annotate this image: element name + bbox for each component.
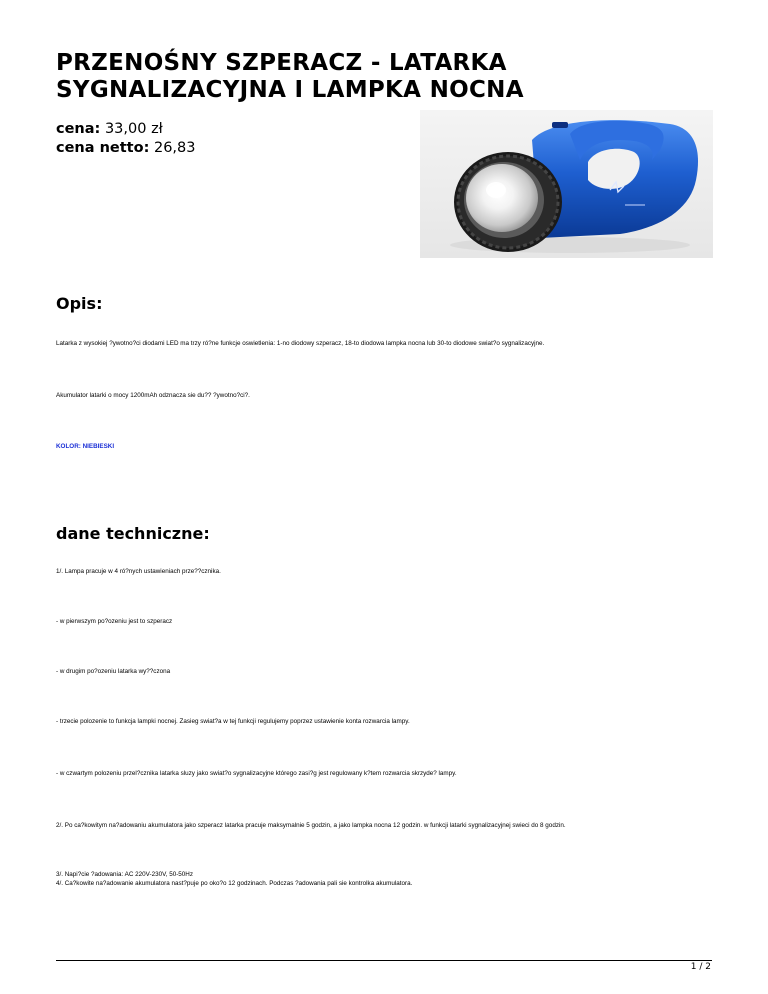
price-value: 33,00 zł (104, 121, 163, 137)
tech-line: 4/. Ca?kowite na?adowanie akumulatora nast?puje po oko?o 12 godzinach. Podczas ?adowania pali sie kontrolka akumulatora. (56, 880, 413, 887)
tech-line: 3/. Napi?cie ?adowania: AC 220V-230V, 50-50Hz (56, 871, 193, 878)
description-heading: Opis: (56, 294, 103, 313)
tech-line: - w drugim po?ozeniu latarka wy??czona (56, 668, 171, 675)
technical-heading-colon: : (203, 524, 210, 543)
net-price-row (56, 139, 196, 157)
tech-line: 1/. Lampa pracuje w 4 ró?nych ustawieniach prze??cznika. (56, 568, 221, 575)
flashlight-icon (420, 110, 713, 258)
title-line-2: SYGNALIZACYJNA I LAMPKA NOCNA (56, 77, 524, 103)
color-note: KOLOR: NIEBIESKI (56, 443, 115, 450)
tech-line: - w pierwszym po?ozeniu jest to szperacz (56, 618, 173, 625)
footer-divider (56, 960, 712, 961)
net-price-label: cena netto: (56, 140, 150, 156)
title-line-1: PRZENOŚNY SZPERACZ - LATARKA (56, 50, 507, 76)
tech-line: 2/. Po ca?kowitym na?adowaniu akumulatora jako szperacz latarka pracuje maksymalnie 5 godzin, a jako lampka nocna 12 godzin. w funkcji latarki sygnalizacyjnej swieci do 8 godzin. (56, 822, 566, 829)
description-paragraph: Akumulator latarki o mocy 1200mAh odznacza sie du?? ?ywotno?ci?. (56, 392, 250, 399)
page-number: 1 / 2 (690, 962, 711, 972)
price-label: cena: (56, 121, 101, 137)
product-title (56, 50, 656, 104)
technical-heading-text: dane techniczne (56, 524, 204, 543)
net-price-value: 26,83 (153, 140, 196, 156)
technical-heading (56, 524, 210, 544)
tech-line: - w czwartym polozeniu przel?cznika latarka sluzy jako swiat?o sygnalizacyjne którego zasi?g jest regulowany k?tem rozwarcia skrzyde? lampy. (56, 770, 457, 777)
price-row (56, 120, 163, 138)
description-paragraph: Latarka z wysokiej ?ywotno?ci diodami LED ma trzy ró?ne funkcje oswietlenia: 1-no diodowy szperacz, 18-to diodowa lampka nocna lub 30-to diodowe swiat?o sygnalizacyjne. (56, 340, 545, 347)
tech-line: - trzecie polozenie to funkcja lampki nocnej. Zasieg swiat?a w tej funkcji regulujemy poprzez ustawienie konta rozwarcia lampy. (56, 718, 410, 725)
product-image (420, 110, 713, 258)
